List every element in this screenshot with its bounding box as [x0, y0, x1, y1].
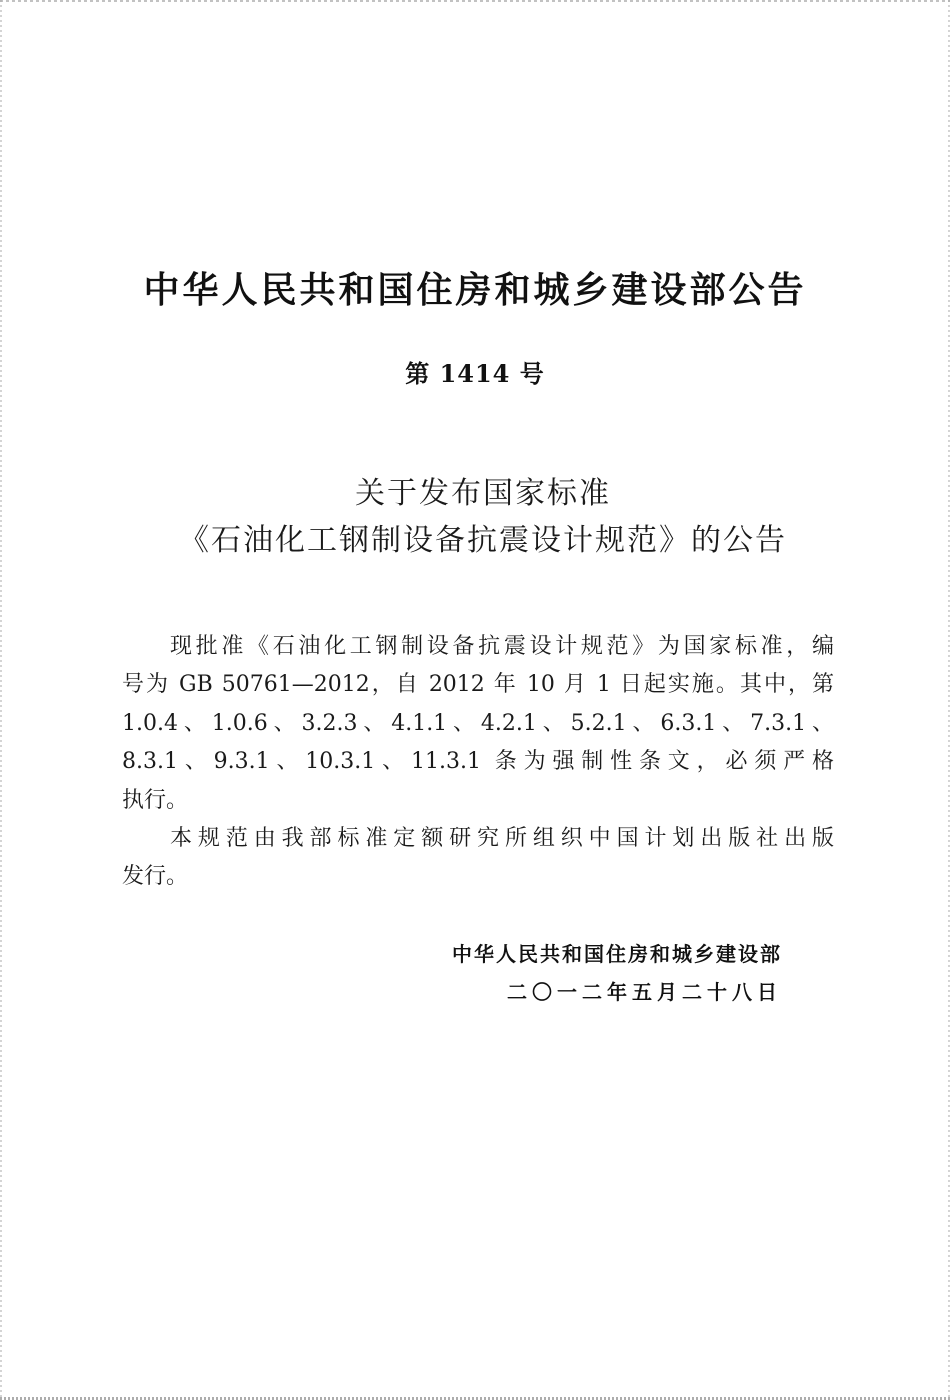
body-line: 执行。: [122, 787, 189, 813]
issuer-name: 中华人民共和国住房和城乡建设部: [452, 942, 782, 966]
body-line: 号为 GB 50761—2012，自 2012 年 10 月 1 日起实施。其中，第: [122, 672, 834, 698]
paragraph-approval: [122, 628, 834, 820]
body-line: 本规范由我部标准定额研究所组织中国计划出版社出版: [170, 826, 834, 852]
paragraph-publication: [122, 820, 834, 897]
ministry-announcement-title: 中华人民共和国住房和城乡建设部公告: [143, 270, 807, 311]
body-line: 发行。: [122, 864, 189, 890]
scan-edge-top: [0, 0, 950, 2]
body-line: 1.0.4、1.0.6、3.2.3、4.1.1、4.2.1、5.2.1、6.3.1、7.3.1、: [122, 710, 834, 736]
signature-block: [452, 935, 782, 1011]
announcement-number: 第 1414 号: [405, 359, 545, 388]
body-line: 8.3.1、9.3.1、10.3.1、11.3.1 条为强制性条文，必须严格: [122, 749, 834, 775]
scan-edge-left: [0, 0, 2, 1400]
subject-line-2: 《石油化工钢制设备抗震设计规范》的公告: [179, 523, 787, 558]
body-line: 现批准《石油化工钢制设备抗震设计规范》为国家标准，编: [170, 634, 834, 659]
subject-line-1: 关于发布国家标准: [355, 476, 611, 511]
announcement-body: [122, 628, 834, 897]
issue-date: 二〇一二年五月二十八日: [507, 980, 782, 1004]
